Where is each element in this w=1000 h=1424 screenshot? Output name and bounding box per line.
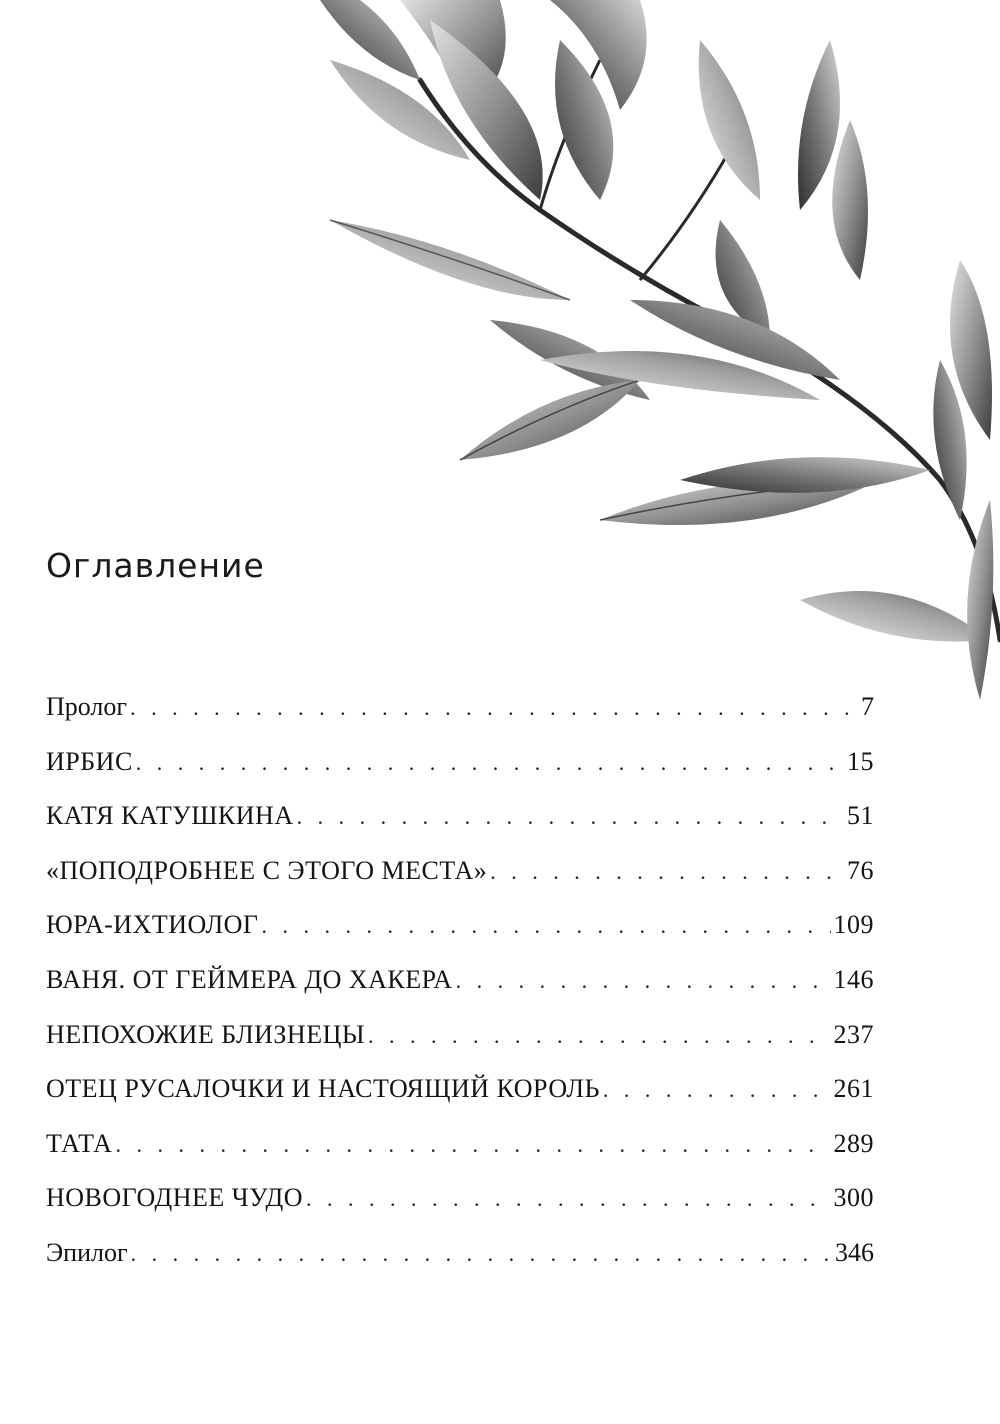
dot-leader bbox=[261, 899, 830, 954]
dot-leader bbox=[368, 1009, 830, 1064]
toc-entry-page: 146 bbox=[833, 964, 874, 994]
toc-entry[interactable] bbox=[46, 735, 874, 790]
dot-leader bbox=[603, 1063, 831, 1118]
toc-entry-page: 15 bbox=[847, 746, 874, 776]
page-title: Оглавление bbox=[46, 546, 265, 585]
toc-entry-page: 346 bbox=[835, 1237, 874, 1267]
dot-leader bbox=[130, 681, 858, 736]
toc-entry-page: 300 bbox=[833, 1183, 874, 1213]
toc-entry-page: 7 bbox=[861, 692, 874, 721]
toc-entry-page: 237 bbox=[833, 1019, 874, 1049]
toc-entry-title: ВАНЯ. ОТ ГЕЙМЕРА ДО ХАКЕРА bbox=[46, 964, 453, 994]
toc-entry-title: ИРБИС bbox=[46, 746, 133, 776]
toc-entry-page: 261 bbox=[833, 1074, 874, 1104]
toc-entry[interactable] bbox=[46, 789, 874, 844]
table-of-contents bbox=[46, 680, 874, 1281]
toc-entry-title: КАТЯ КАТУШКИНА bbox=[46, 801, 294, 831]
toc-entry-title: Пролог bbox=[46, 692, 128, 721]
dot-leader bbox=[136, 736, 844, 791]
toc-entry-title: НЕПОХОЖИЕ БЛИЗНЕЦЫ bbox=[46, 1019, 366, 1049]
toc-entry-title: ТАТА bbox=[46, 1128, 113, 1158]
toc-entry-page: 109 bbox=[833, 910, 874, 940]
toc-entry[interactable] bbox=[46, 1062, 874, 1117]
toc-entry[interactable] bbox=[46, 1226, 874, 1281]
toc-entry[interactable] bbox=[46, 1117, 874, 1172]
toc-entry-page: 289 bbox=[833, 1128, 874, 1158]
toc-entry[interactable] bbox=[46, 953, 874, 1008]
dot-leader bbox=[115, 1118, 830, 1173]
dot-leader bbox=[306, 1172, 830, 1227]
toc-entry[interactable] bbox=[46, 898, 874, 953]
dot-leader bbox=[131, 1227, 832, 1282]
toc-entry[interactable] bbox=[46, 1171, 874, 1226]
toc-entry-title: «ПОПОДРОБНЕЕ С ЭТОГО МЕСТА» bbox=[46, 855, 488, 885]
toc-entry[interactable] bbox=[46, 1008, 874, 1063]
toc-entry-title: ЮРА-ИХТИОЛОГ bbox=[46, 910, 259, 940]
toc-entry-title: Эпилог bbox=[46, 1237, 128, 1267]
toc-entry-title: НОВОГОДНЕЕ ЧУДО bbox=[46, 1183, 304, 1213]
dot-leader bbox=[297, 790, 844, 845]
dot-leader bbox=[456, 954, 831, 1009]
toc-entry-page: 51 bbox=[847, 801, 874, 831]
toc-entry-page: 76 bbox=[847, 855, 874, 885]
toc-entry-title: ОТЕЦ РУСАЛОЧКИ И НАСТОЯЩИЙ КОРОЛЬ bbox=[46, 1074, 600, 1104]
toc-entry[interactable] bbox=[46, 844, 874, 899]
dot-leader bbox=[490, 845, 844, 900]
toc-entry[interactable] bbox=[46, 680, 874, 735]
